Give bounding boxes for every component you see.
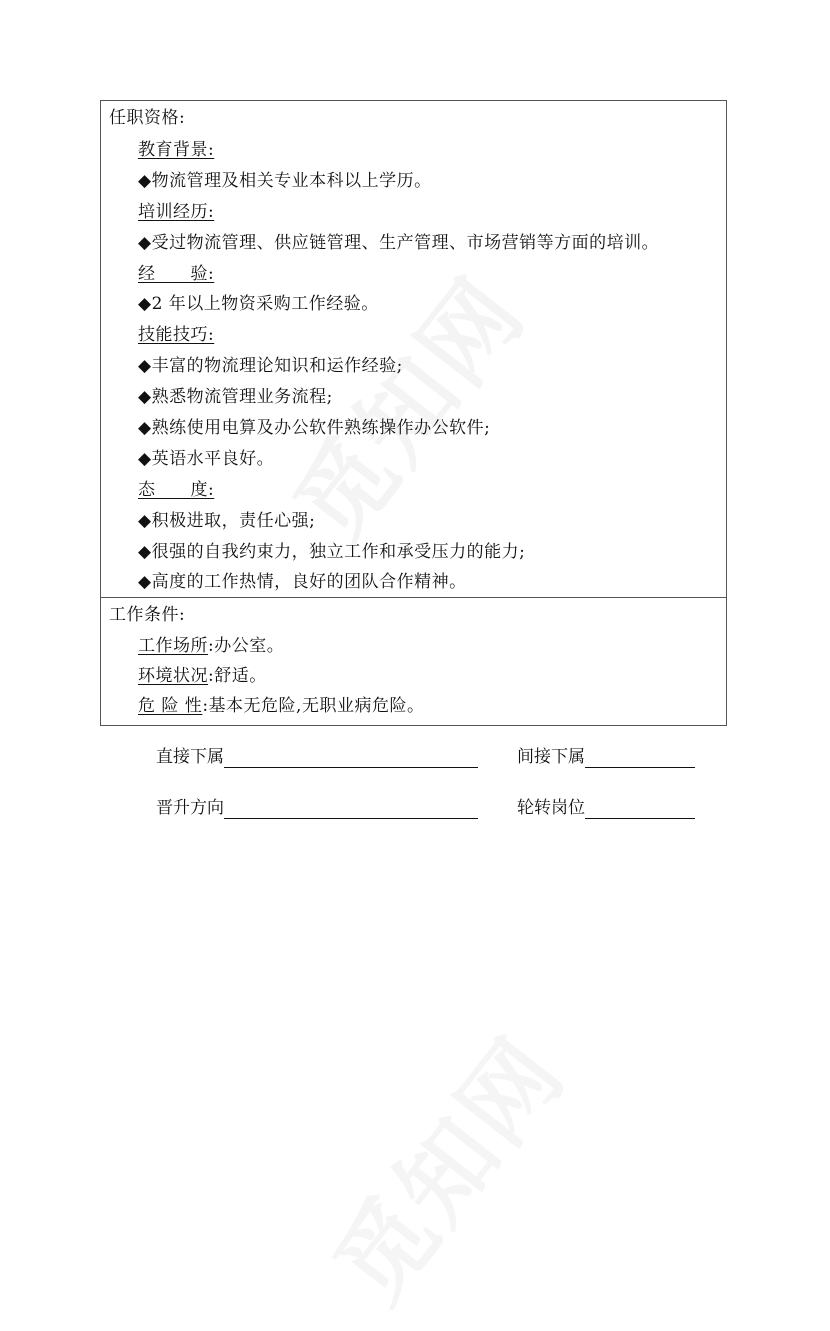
promotion-path-field	[156, 797, 478, 819]
indirect-subordinate-field	[517, 746, 695, 768]
risk-label: 危 险 性	[138, 696, 203, 716]
promotion-path-blank[interactable]	[224, 800, 478, 819]
skills-item: ◆英语水平良好。	[138, 449, 275, 469]
skills-item: ◆熟悉物流管理业务流程;	[138, 387, 333, 407]
attitude-label: 态 度:	[138, 480, 215, 500]
training-label: 培训经历:	[138, 202, 215, 222]
experience-item: ◆2 年以上物资采购工作经验。	[138, 294, 379, 314]
environment-label: 环境状况	[138, 666, 208, 686]
rotation-post-blank[interactable]	[585, 800, 695, 819]
risk-row	[138, 695, 424, 717]
qualifications-heading: 任职资格:	[109, 108, 186, 128]
conditions-section	[101, 597, 726, 725]
conditions-heading: 工作条件:	[109, 605, 186, 625]
workplace-row	[138, 635, 284, 657]
indirect-subordinate-label: 间接下属	[517, 747, 585, 767]
attitude-item: ◆积极进取，责任心强;	[138, 511, 316, 531]
training-item: ◆受过物流管理、供应链管理、生产管理、市场营销等方面的培训。	[138, 233, 660, 253]
qualifications-section	[101, 101, 726, 597]
skills-label: 技能技巧:	[138, 325, 215, 345]
skills-item: ◆丰富的物流理论知识和运作经验;	[138, 356, 403, 376]
workplace-label: 工作场所	[138, 636, 208, 656]
skills-item: ◆熟练使用电算及办公软件熟练操作办公软件;	[138, 418, 491, 438]
watermark-bottom	[302, 1009, 597, 1331]
job-requirements-table	[100, 100, 727, 726]
education-label: 教育背景:	[138, 140, 215, 160]
rotation-post-label: 轮转岗位	[517, 798, 585, 818]
direct-subordinate-blank[interactable]	[224, 749, 478, 768]
education-item: ◆物流管理及相关专业本科以上学历。	[138, 171, 432, 191]
workplace-value: :办公室。	[208, 636, 285, 656]
promotion-path-label: 晋升方向	[156, 798, 224, 818]
environment-value: :舒适。	[208, 666, 267, 686]
rotation-post-field	[517, 797, 695, 819]
attitude-item: ◆很强的自我约束力，独立工作和承受压力的能力;	[138, 542, 526, 562]
experience-label: 经 验:	[138, 264, 215, 284]
direct-subordinate-field	[156, 746, 478, 768]
attitude-item: ◆高度的工作热情，良好的团队合作精神。	[138, 572, 467, 592]
indirect-subordinate-blank[interactable]	[585, 749, 695, 768]
environment-row	[138, 665, 267, 687]
direct-subordinate-label: 直接下属	[156, 747, 224, 767]
risk-value: :基本无危险,无职业病危险。	[202, 696, 425, 716]
